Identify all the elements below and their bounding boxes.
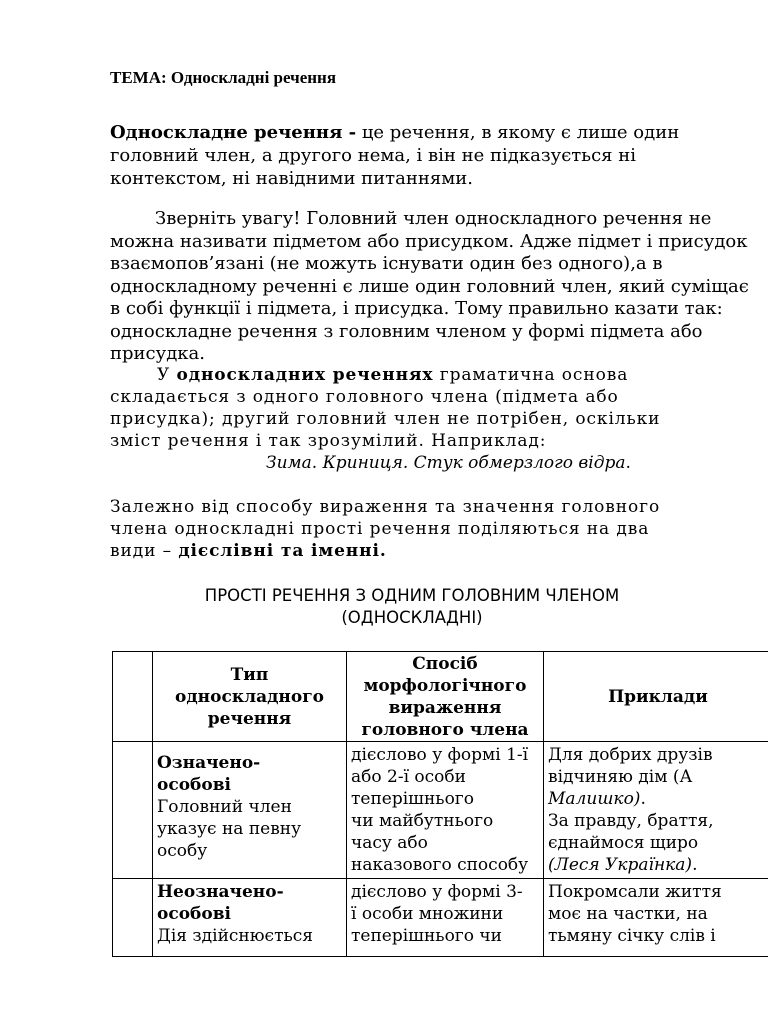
example-line xyxy=(548,788,768,810)
table-row xyxy=(113,879,768,957)
definition-text: це речення, в якому є лише один xyxy=(356,122,680,143)
header-text: головного члена xyxy=(361,719,529,740)
example-line: Для добрих друзів xyxy=(548,745,713,765)
note-line: присудка. xyxy=(110,343,205,364)
types-line: члена односкладні прості речення поділяються на два xyxy=(110,519,650,539)
header-examples: Приклади xyxy=(544,652,768,742)
example-text: Зима. Криниця. Стук обмерзлого відра xyxy=(266,453,626,473)
example-line xyxy=(548,854,768,876)
header-type xyxy=(153,652,347,742)
method-line: наказового способу xyxy=(351,855,529,875)
type-name xyxy=(157,752,342,796)
note-line: Зверніть увагу! Головний член односкладного речення не xyxy=(155,208,712,229)
row-empty-cell xyxy=(113,879,153,957)
basis-line: складається з одного головного члена (підмета або xyxy=(110,387,619,407)
type-desc-line: Дія здійснюється xyxy=(157,926,313,946)
heading-line: (ОДНОСКЛАДНІ) xyxy=(341,608,483,627)
definition-line: контекстом, ні навідними питаннями. xyxy=(110,168,473,189)
method-line: чи майбутнього xyxy=(351,811,494,831)
definition-paragraph xyxy=(110,121,679,190)
header-empty-cell xyxy=(113,652,153,742)
example-period: . xyxy=(625,453,631,473)
method-line: теперішнього xyxy=(351,789,474,809)
method-line: дієслово у формі 3- xyxy=(351,882,523,902)
type-desc-line: указує на певну xyxy=(157,819,302,839)
method-line: ї особи множини xyxy=(351,904,504,924)
types-paragraph xyxy=(110,496,660,562)
example-line: тьмяну січку слів і xyxy=(548,926,716,946)
definition-term: Односкладне речення - xyxy=(110,122,357,143)
definition-line: головний член, а другого нема, і він не підказується ні xyxy=(110,145,636,166)
example-author: Малишко) xyxy=(548,789,641,809)
type-name-line: особові xyxy=(157,904,231,924)
example-line: моє на частки, на xyxy=(548,904,708,924)
example-author: (Леся Українка) xyxy=(548,855,693,875)
page-title: ТЕМА: Односкладні речення xyxy=(110,68,337,87)
table-row xyxy=(113,742,768,879)
note-line: односкладному реченні є лише один головний член, який суміщає xyxy=(110,275,749,297)
method-cell xyxy=(347,742,544,879)
type-desc-line: особу xyxy=(157,841,208,861)
header-text: односкладного xyxy=(175,686,324,707)
heading-line: ПРОСТІ РЕЧЕННЯ З ОДНИМ ГОЛОВНИМ ЧЛЕНОМ xyxy=(204,586,620,605)
basis-term: односкладних реченнях xyxy=(176,365,434,385)
method-line: дієслово у формі 1-ї xyxy=(351,745,529,765)
basis-text: граматична основа xyxy=(433,365,629,385)
header-text: речення xyxy=(207,708,292,729)
header-text: морфологічного xyxy=(363,675,527,696)
basis-line: присудка); другий головний член не потрібен, оскільки xyxy=(110,409,661,429)
section-heading xyxy=(110,585,714,629)
basis-example xyxy=(110,452,660,474)
type-name-line: Означено- xyxy=(157,753,261,773)
types-prefix: види – xyxy=(110,541,179,561)
basis-paragraph xyxy=(110,364,660,474)
example-line: відчиняю дім (А xyxy=(548,767,693,787)
example-period: . xyxy=(640,789,646,809)
note-line: в собі функції і підмета, і присудка. Тому правильно казати так: xyxy=(110,298,723,319)
example-cell xyxy=(544,742,768,879)
type-desc-line: Головний член xyxy=(157,797,292,817)
type-name-line: Неозначено- xyxy=(157,882,284,902)
header-method xyxy=(347,652,544,742)
note-paragraph xyxy=(110,208,749,366)
type-cell xyxy=(153,742,347,879)
note-line: односкладне речення з головним членом у формі підмета або xyxy=(110,320,703,342)
definition-line xyxy=(110,121,679,144)
basis-line xyxy=(110,364,660,386)
table-header-row xyxy=(113,652,768,742)
header-text: Тип xyxy=(230,664,269,685)
example-line: За правду, браття, xyxy=(548,811,714,831)
method-cell xyxy=(347,879,544,957)
types-line: Залежно від способу вираження та значення головного xyxy=(110,497,661,517)
type-name-line: особові xyxy=(157,775,231,795)
note-line: взаємопов’язані (не можуть існувати один без одного),а в xyxy=(110,253,663,274)
example-cell xyxy=(544,879,768,957)
types-bold: дієслівні та іменні. xyxy=(178,541,387,561)
example-line: Покромсали життя xyxy=(548,882,722,902)
sentence-types-table xyxy=(112,651,768,957)
example-line: єднаймося щиро xyxy=(548,833,699,853)
basis-prefix: У xyxy=(157,365,177,385)
basis-line: зміст речення і так зрозумілий. Наприклад: xyxy=(110,431,547,451)
example-period: . xyxy=(692,855,698,875)
type-cell xyxy=(153,879,347,957)
row-empty-cell xyxy=(113,742,153,879)
method-line: або 2-ї особи xyxy=(351,767,466,787)
type-name xyxy=(157,881,342,925)
header-text: Спосіб xyxy=(412,653,478,674)
types-line xyxy=(110,540,660,562)
method-line: часу або xyxy=(351,833,428,853)
note-line: можна називати підметом або присудком. Адже підмет і присудок xyxy=(110,230,748,252)
method-line: теперішнього чи xyxy=(351,926,502,946)
header-text: вираження xyxy=(388,697,502,718)
